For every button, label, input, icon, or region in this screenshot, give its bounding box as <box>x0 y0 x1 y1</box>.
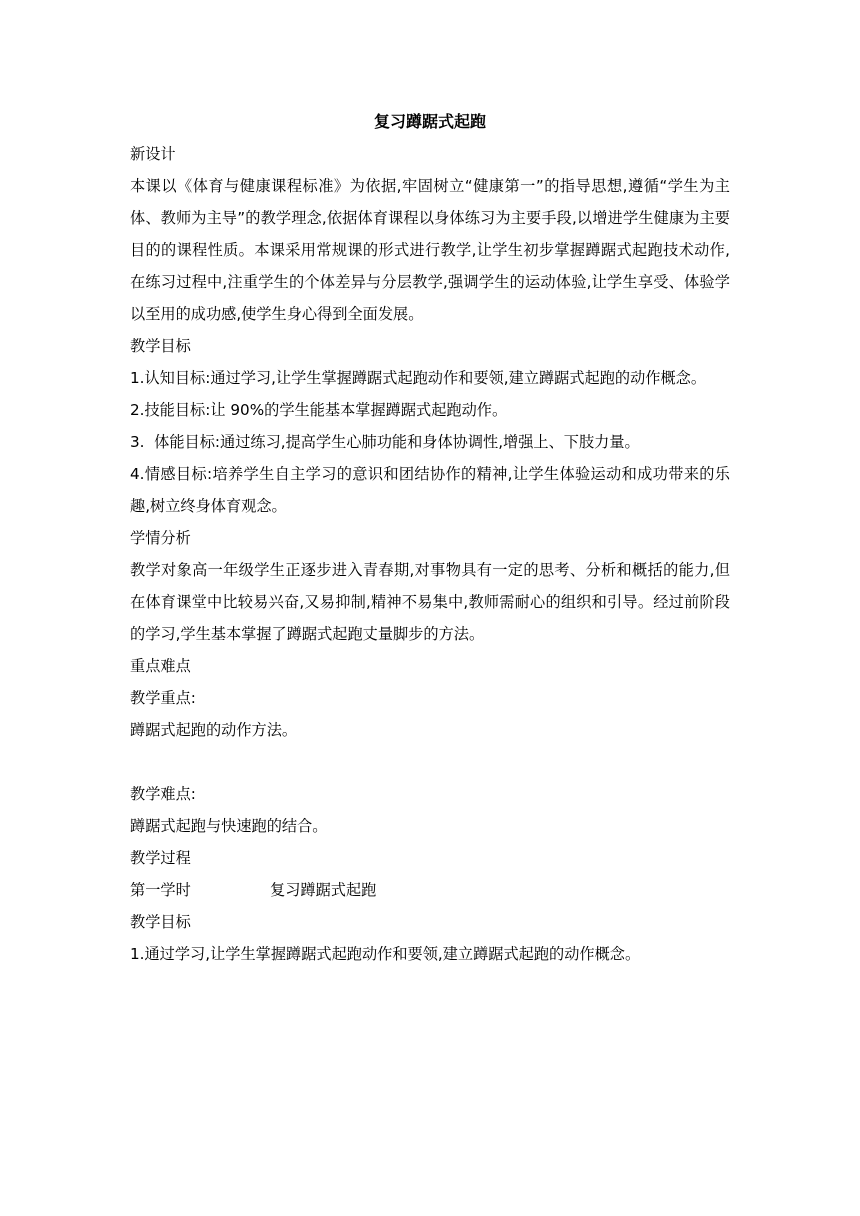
section-heading-key-points: 重点难点 <box>130 657 191 675</box>
difficulty-text: 蹲踞式起跑与快速跑的结合。 <box>130 817 328 835</box>
process-goal-item: 1.通过学习,让学生掌握蹲踞式起跑动作和要领,建立蹲踞式起跑的动作概念。 <box>130 945 641 963</box>
difficulty-label: 教学难点: <box>130 785 196 803</box>
goal-item-skill: 2.技能目标:让 90%的学生能基本掌握蹲踞式起跑动作。 <box>130 401 508 419</box>
section-heading-goals-2: 教学目标 <box>130 913 191 931</box>
section-heading-goals: 教学目标 <box>130 337 191 355</box>
lesson-title: 复习蹲踞式起跑 <box>270 881 377 899</box>
section-heading-new-design: 新设计 <box>130 145 176 163</box>
blank-line <box>130 746 730 778</box>
section-heading-analysis: 学情分析 <box>130 529 191 547</box>
key-point-label: 教学重点: <box>130 689 196 707</box>
goal-item-emotion: 4.情感目标:培养学生自主学习的意识和团结协作的精神,让学生体验运动和成功带来的乐趣,树立终身体育观念。 <box>130 465 730 515</box>
paragraph-analysis: 教学对象高一年级学生正逐步进入青春期,对事物具有一定的思考、分析和概括的能力,但在体育课堂中比较易兴奋,又易抑制,精神不易集中,教师需耐心的组织和引导。经过前阶段的学习,学生基本掌握了蹲踞式起跑丈量脚步的方法。 <box>130 561 730 643</box>
key-point-text: 蹲踞式起跑的动作方法。 <box>130 721 298 739</box>
section-heading-process: 教学过程 <box>130 849 191 867</box>
goal-item-cognitive: 1.认知目标:通过学习,让学生掌握蹲踞式起跑动作和要领,建立蹲踞式起跑的动作概念。 <box>130 369 707 387</box>
document-title: 复习蹲踞式起跑 <box>373 112 486 131</box>
goal-item-fitness: 3. 体能目标:通过练习,提高学生心肺功能和身体协调性,增强上、下肢力量。 <box>130 433 640 451</box>
lesson-number: 第一学时 <box>130 881 191 899</box>
paragraph-design: 本课以《体育与健康课程标准》为依据,牢固树立“健康第一”的指导思想,遵循“学生为主体、教师为主导”的教学理念,依据体育课程以身体练习为主要手段,以增进学生健康为主要目的的课程性质。本课采用常规课的形式进行教学,让学生初步掌握蹲踞式起跑技术动作,在练习过程中,注重学生的个体差异与分层教学,强调学生的运动体验,让学生享受、体验学以至用的成功感,使学生身心得到全面发展。 <box>130 177 730 323</box>
lesson-row <box>130 874 730 906</box>
document-body <box>130 106 730 970</box>
